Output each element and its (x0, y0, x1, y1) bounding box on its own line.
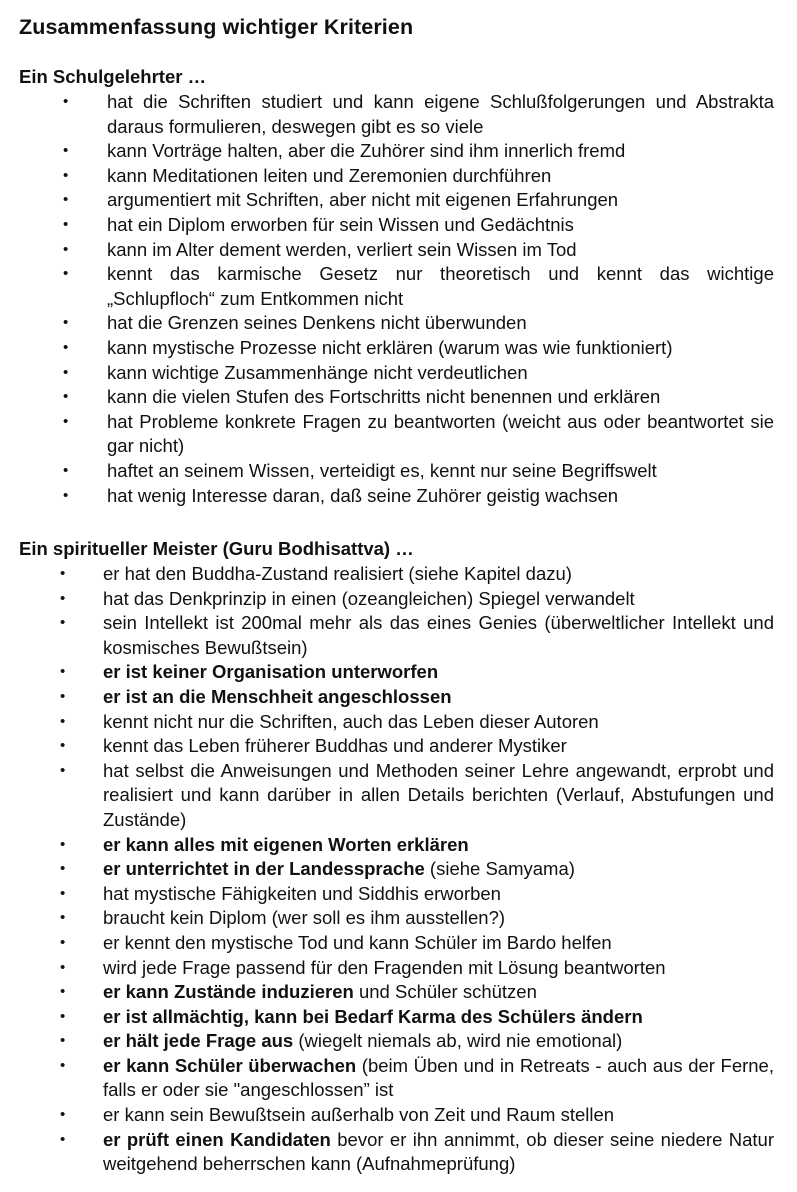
item-text: sein Intellekt ist 200mal mehr als das eines Genies (überweltlicher Intellekt und kosmisches Bewußtsein) (103, 612, 774, 658)
list-item (0, 660, 774, 685)
section-heading-master: Ein spiritueller Meister (Guru Bodhisattva) … (19, 538, 414, 559)
bullet-icon: • (60, 933, 66, 951)
item-text: er kennt den mystische Tod und kann Schüler im Bardo helfen (103, 931, 612, 953)
item-text: hat ein Diplom erworben für sein Wissen und Gedächtnis (107, 213, 574, 235)
item-text: hat mystische Fähigkeiten und Siddhis erworben (103, 882, 501, 904)
scholar-criteria-list (0, 90, 797, 508)
bullet-icon: • (60, 761, 66, 779)
item-text-bold: er prüft einen Kandidaten (103, 1128, 331, 1150)
bullet-icon: • (63, 166, 69, 184)
list-item (0, 882, 774, 907)
list-item (0, 459, 774, 484)
list-item (0, 759, 774, 833)
bullet-icon: • (63, 461, 69, 479)
item-text: hat die Grenzen seines Denkens nicht überwunden (107, 312, 527, 334)
list-item (0, 1128, 774, 1177)
list-item (0, 562, 774, 587)
item-text: (beim Üben und in Retreats - auch aus der Ferne, falls er oder sie "angeschlossen” ist (103, 1054, 774, 1101)
bullet-icon: • (60, 909, 66, 927)
bullet-icon: • (60, 860, 66, 878)
item-text: braucht kein Diplom (wer soll es ihm ausstellen?) (103, 907, 506, 929)
bullet-icon: • (60, 1130, 66, 1148)
bullet-icon: • (60, 1056, 66, 1074)
bullet-icon: • (63, 363, 69, 381)
list-item (0, 956, 774, 981)
list-item (0, 484, 774, 509)
bullet-icon: • (60, 712, 66, 730)
list-item (0, 361, 774, 386)
item-text: kann die vielen Stufen des Fortschritts nicht benennen und erklären (107, 386, 661, 408)
master-criteria-list (0, 562, 797, 1177)
bullet-icon: • (63, 314, 69, 332)
list-item (0, 931, 774, 956)
bullet-icon: • (63, 191, 69, 209)
item-text: hat Probleme konkrete Fragen zu beantworten (weicht aus oder beantwortet sie gar nicht) (107, 410, 774, 457)
bullet-icon: • (63, 486, 69, 504)
item-text: er kann sein Bewußtsein außerhalb von Zeit und Raum stellen (103, 1104, 615, 1126)
list-item (0, 734, 774, 759)
list-item (0, 980, 774, 1005)
item-text: kann mystische Prozesse nicht erklären (warum was wie funktioniert) (107, 336, 673, 358)
list-item (0, 139, 774, 164)
list-item (0, 238, 774, 263)
list-item (0, 164, 774, 189)
item-text-bold: er kann Schüler überwachen (103, 1054, 357, 1076)
bullet-icon: • (63, 265, 69, 283)
list-item (0, 336, 774, 361)
item-text: hat selbst die Anweisungen und Methoden seiner Lehre angewandt, erprobt und realisiert und kann darüber in allen Details berichten (Verlauf, Abstufungen und Zustände) (103, 759, 774, 830)
item-text: bevor er ihn annimmt, ob dieser seine niedere Natur weitgehend beherrschen kann (Aufnahmeprüfung) (103, 1128, 775, 1175)
list-item (0, 188, 774, 213)
item-text: (siehe Samyama) (424, 858, 575, 880)
list-item (0, 385, 774, 410)
list-item (0, 833, 774, 858)
list-item (0, 611, 774, 660)
list-item (0, 1029, 774, 1054)
item-text-bold: er ist allmächtig, kann bei Bedarf Karma des Schülers ändern (103, 1005, 643, 1027)
list-item (0, 262, 774, 311)
bullet-icon: • (63, 93, 69, 110)
bullet-icon: • (60, 958, 66, 976)
list-item (0, 710, 774, 735)
list-item (0, 906, 774, 931)
item-text-bold: er ist keiner Organisation unterworfen (103, 661, 439, 683)
item-text: kann wichtige Zusammenhänge nicht verdeutlichen (107, 361, 528, 383)
item-text: kann Vorträge halten, aber die Zuhörer sind ihm innerlich fremd (107, 140, 626, 162)
item-text: (wiegelt niemals ab, wird nie emotional) (293, 1030, 623, 1052)
item-text-bold: er kann Zustände induzieren (103, 981, 354, 1003)
bullet-icon: • (60, 884, 66, 902)
bullet-icon: • (63, 215, 69, 233)
list-item (0, 1005, 774, 1030)
item-text: kennt das karmische Gesetz nur theoretisch und kennt das wichtige „Schlupfloch“ zum Entkommen nicht (107, 263, 774, 309)
item-text: kennt nicht nur die Schriften, auch das Leben dieser Autoren (103, 710, 599, 732)
bullet-icon: • (60, 565, 66, 582)
bullet-icon: • (60, 589, 66, 607)
list-item (0, 410, 774, 459)
bullet-icon: • (63, 412, 69, 430)
bullet-icon: • (60, 614, 66, 632)
list-item (0, 587, 774, 612)
item-text: er hat den Buddha-Zustand realisiert (siehe Kapitel dazu) (103, 563, 572, 584)
item-text: argumentiert mit Schriften, aber nicht mit eigenen Erfahrungen (107, 189, 619, 211)
list-item (0, 311, 774, 336)
bullet-icon: • (60, 983, 66, 1001)
bullet-icon: • (60, 663, 66, 681)
list-item (0, 685, 774, 710)
bullet-icon: • (63, 338, 69, 356)
bullet-icon: • (60, 1032, 66, 1050)
item-text: hat das Denkprinzip in einen (ozeangleichen) Spiegel verwandelt (103, 587, 635, 609)
bullet-icon: • (60, 1106, 66, 1124)
item-text: hat die Schriften studiert und kann eigene Schlußfolgerungen und Abstrakta daraus formulieren, deswegen gibt es so viele (107, 91, 774, 137)
item-text-bold: er ist an die Menschheit angeschlossen (103, 685, 452, 707)
bullet-icon: • (60, 1007, 66, 1025)
item-text-bold: er unterrichtet in der Landessprache (103, 858, 425, 880)
list-item (0, 213, 774, 238)
item-text: hat wenig Interesse daran, daß seine Zuhörer geistig wachsen (107, 484, 619, 506)
list-item (0, 90, 774, 139)
bullet-icon: • (63, 240, 69, 258)
bullet-icon: • (60, 835, 66, 853)
item-text: kann im Alter dement werden, verliert sein Wissen im Tod (107, 238, 577, 260)
bullet-icon: • (63, 388, 69, 406)
page-title: Zusammenfassung wichtiger Kriterien (19, 15, 414, 39)
list-item (0, 1054, 774, 1103)
item-text: wird jede Frage passend für den Fragenden mit Lösung beantworten (103, 956, 666, 978)
list-item (0, 857, 774, 882)
list-item (0, 1103, 774, 1128)
section-heading-scholar: Ein Schulgelehrter … (19, 66, 207, 87)
item-text-bold: er hält jede Frage aus (103, 1030, 294, 1052)
bullet-icon: • (60, 687, 66, 705)
item-text: kann Meditationen leiten und Zeremonien durchführen (107, 164, 552, 186)
item-text-bold: er kann alles mit eigenen Worten erklären (103, 833, 469, 855)
item-text: und Schüler schützen (353, 981, 537, 1003)
bullet-icon: • (63, 142, 69, 160)
item-text: haftet an seinem Wissen, verteidigt es, kennt nur seine Begriffswelt (107, 459, 657, 481)
item-text: kennt das Leben früherer Buddhas und anderer Mystiker (103, 735, 567, 757)
bullet-icon: • (60, 737, 66, 755)
